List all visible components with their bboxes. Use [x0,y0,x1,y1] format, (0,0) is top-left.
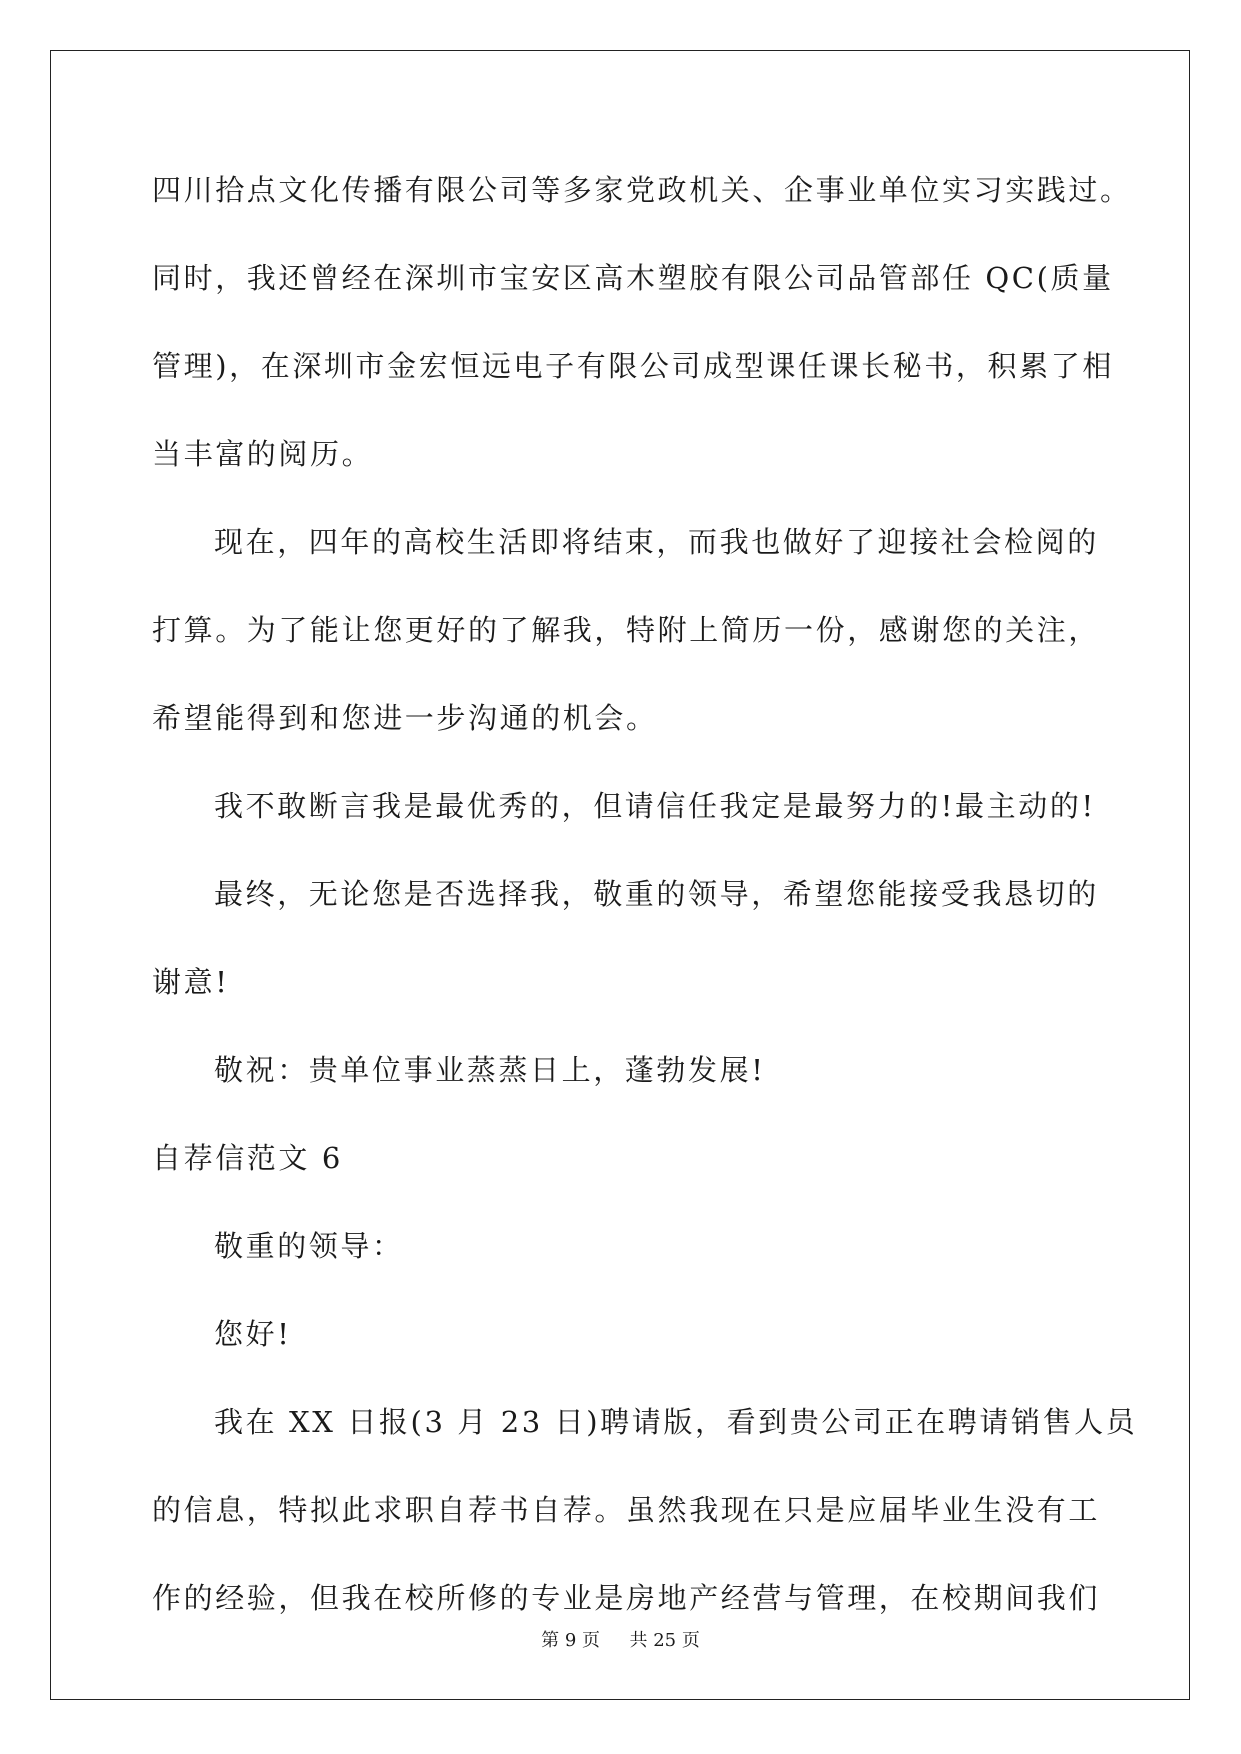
text-line-7: 希望能得到和您进一步沟通的机会。 [152,701,658,735]
text-line-8: 我不敢断言我是最优秀的，但请信任我定是最努力的!最主动的! [214,789,1096,823]
text-line-15: 我在 XX 日报(3 月 23 日)聘请版，看到贵公司正在聘请销售人员 [214,1405,1138,1439]
text-line-2: 同时，我还曾经在深圳市宝安区高木塑胶有限公司品管部任 QC(质量 [152,261,1114,295]
document-body [152,158,1138,1654]
page-number: 第 9 页 [541,1630,601,1651]
text-line-16: 的信息，特拟此求职自荐书自荐。虽然我现在只是应届毕业生没有工 [152,1493,1101,1527]
text-line-4: 当丰富的阅历。 [152,437,374,471]
greeting: 您好! [214,1317,292,1351]
salutation: 敬重的领导： [214,1229,404,1263]
text-line-10: 谢意! [152,965,230,999]
text-line-1: 四川拾点文化传播有限公司等多家党政机关、企事业单位实习实践过。 [152,173,1132,207]
text-line-9: 最终，无论您是否选择我，敬重的领导，希望您能接受我恳切的 [214,877,1099,911]
page-footer [0,1626,1241,1652]
section-heading: 自荐信范文 6 [152,1141,343,1175]
text-line-17: 作的经验，但我在校所修的专业是房地产经营与管理，在校期间我们 [152,1581,1101,1615]
text-line-5: 现在，四年的高校生活即将结束，而我也做好了迎接社会检阅的 [214,525,1099,559]
text-line-6: 打算。为了能让您更好的了解我，特附上简历一份，感谢您的关注， [152,613,1101,647]
text-line-11: 敬祝：贵单位事业蒸蒸日上，蓬勃发展! [214,1053,766,1087]
text-line-3: 管理)，在深圳市金宏恒远电子有限公司成型课任课长秘书，积累了相 [152,349,1114,383]
page-total: 共 25 页 [629,1630,700,1651]
